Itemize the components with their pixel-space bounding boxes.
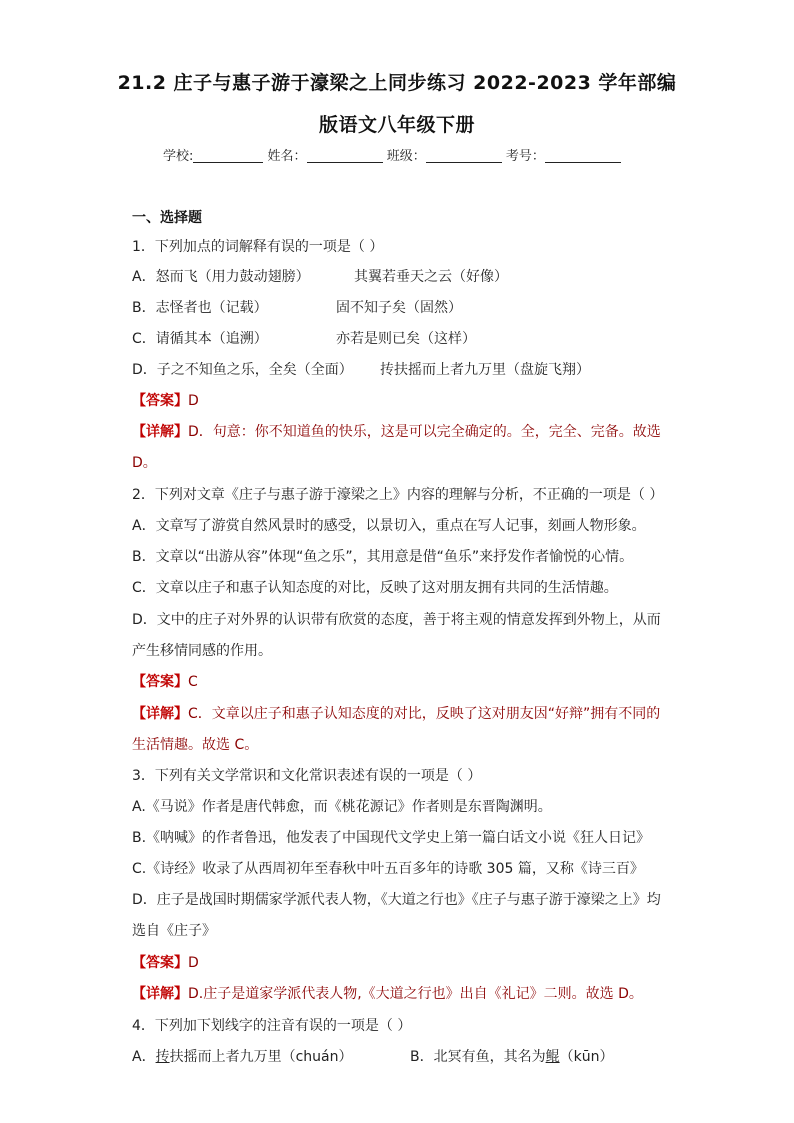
q3-option-d-cont: 选自《庄子》 <box>132 923 216 939</box>
q1-option-b: B．志怪者也（记载） <box>132 300 268 316</box>
q2-detail-cont: 生活情趣。故选 C。 <box>132 737 259 753</box>
class-blank[interactable] <box>426 148 502 163</box>
q1-detail-cont: D。 <box>132 455 157 471</box>
q1-option-b-2: 固不知子矣（固然） <box>336 300 462 316</box>
q4-option-b-text: B．北冥有鱼，其名为 <box>410 1049 546 1065</box>
q4-options-row <box>132 1046 614 1066</box>
q1-detail-text: D．句意：你不知道鱼的快乐，这是可以完全确定的。全，完全、完备。故选 <box>188 424 661 440</box>
q1-option-a: A．怒而飞（用力鼓动翅膀） <box>132 269 310 285</box>
q1-option-a-2: 其翼若垂天之云（好像） <box>354 269 508 285</box>
detail-label: 【详解】 <box>132 706 188 722</box>
student-info-row <box>163 145 621 164</box>
q3-option-d: D．庄子是战国时期儒家学派代表人物，《大道之行也》《庄子与惠子游于濠梁之上》均 <box>132 892 661 908</box>
detail-label: 【详解】 <box>132 986 188 1002</box>
q1-option-c-2: 亦若是则已矣（这样） <box>336 331 476 347</box>
q1-stem: 1．下列加点的词解释有误的一项是（ ） <box>132 239 384 255</box>
class-label: 班级： <box>386 149 426 164</box>
q3-detail <box>132 983 643 1003</box>
q2-option-d: D．文中的庄子对外界的认识带有欣赏的态度，善于将主观的情意发挥到外物上，从而 <box>132 612 661 628</box>
exam-no-label: 考号： <box>505 149 545 164</box>
doc-title-line2: 版语文八年级下册 <box>318 114 475 136</box>
answer-label: 【答案】 <box>132 955 188 971</box>
q2-option-a: A．文章写了游赏自然风景时的感受，以景切入，重点在写人记事，刻画人物形象。 <box>132 518 646 534</box>
q1-option-d: D．子之不知鱼之乐，全矣（全面） <box>132 362 353 378</box>
q4-option-a-text: 扶摇而上者九万里（chuán） <box>169 1049 353 1065</box>
q1-option-d-2: 抟扶摇而上者九万里（盘旋飞翔） <box>380 362 590 378</box>
q1-option-c-row <box>132 328 476 348</box>
q2-detail <box>132 703 660 723</box>
name-label: 姓名： <box>267 149 307 164</box>
q2-option-b: B．文章以“出游从容”体现“鱼之乐”，其用意是借“鱼乐”来抒发作者愉悦的心情。 <box>132 549 634 565</box>
school-blank[interactable] <box>193 148 263 163</box>
q4-option-a <box>132 1049 352 1065</box>
q3-answer-value: D <box>188 955 199 971</box>
q1-answer <box>132 390 199 410</box>
name-blank[interactable] <box>307 148 383 163</box>
q2-option-d-cont: 产生移情同感的作用。 <box>132 643 272 659</box>
q2-option-c: C．文章以庄子和惠子认知态度的对比，反映了这对朋友拥有共同的生活情趣。 <box>132 580 618 596</box>
q3-detail-text: D.庄子是道家学派代表人物,《大道之行也》出自《礼记》二则。故选 D。 <box>188 986 643 1002</box>
q3-option-a: A.《马说》作者是唐代韩愈，而《桃花源记》作者则是东晋陶渊明。 <box>132 799 552 815</box>
q1-option-b-row <box>132 297 462 317</box>
q2-stem: 2．下列对文章《庄子与惠子游于濠梁之上》内容的理解与分析，不正确的一项是（ ） <box>132 487 664 503</box>
q3-stem: 3．下列有关文学常识和文化常识表述有误的一项是（ ） <box>132 768 482 784</box>
q4-option-a-label: A． <box>132 1049 156 1065</box>
answer-label: 【答案】 <box>132 674 188 690</box>
school-label: 学校: <box>163 149 194 164</box>
q1-detail <box>132 421 661 441</box>
section-heading: 一、选择题 <box>132 210 202 226</box>
q1-option-a-row <box>132 266 508 286</box>
q4-option-a-underlined: 抟 <box>155 1049 170 1065</box>
q1-answer-value: D <box>188 393 199 409</box>
q1-option-d-row <box>132 359 590 379</box>
q3-option-c: C.《诗经》收录了从西周初年至春秋中叶五百多年的诗歌 305 篇，又称《诗三百》 <box>132 861 644 877</box>
q4-option-b-pinyin: （kūn） <box>559 1049 614 1065</box>
q3-answer <box>132 952 199 972</box>
exam-no-blank[interactable] <box>545 148 621 163</box>
q3-option-b: B.《呐喊》的作者鲁迅，他发表了中国现代文学史上第一篇白话文小说《狂人日记》 <box>132 830 651 846</box>
q2-answer <box>132 671 198 691</box>
q1-option-c: C．请循其本（追溯） <box>132 331 268 347</box>
q4-option-b-underlined: 鲲 <box>545 1049 560 1065</box>
q4-option-b <box>410 1046 613 1066</box>
doc-title-line1: 21.2 庄子与惠子游于濠梁之上同步练习 2022-2023 学年部编 <box>117 72 677 94</box>
detail-label: 【详解】 <box>132 424 188 440</box>
answer-label: 【答案】 <box>132 393 188 409</box>
q4-stem: 4．下列加下划线字的注音有误的一项是（ ） <box>132 1018 412 1034</box>
q2-answer-value: C <box>188 674 198 690</box>
q2-detail-text: C．文章以庄子和惠子认知态度的对比，反映了这对朋友因“好辩”拥有不同的 <box>188 706 661 722</box>
